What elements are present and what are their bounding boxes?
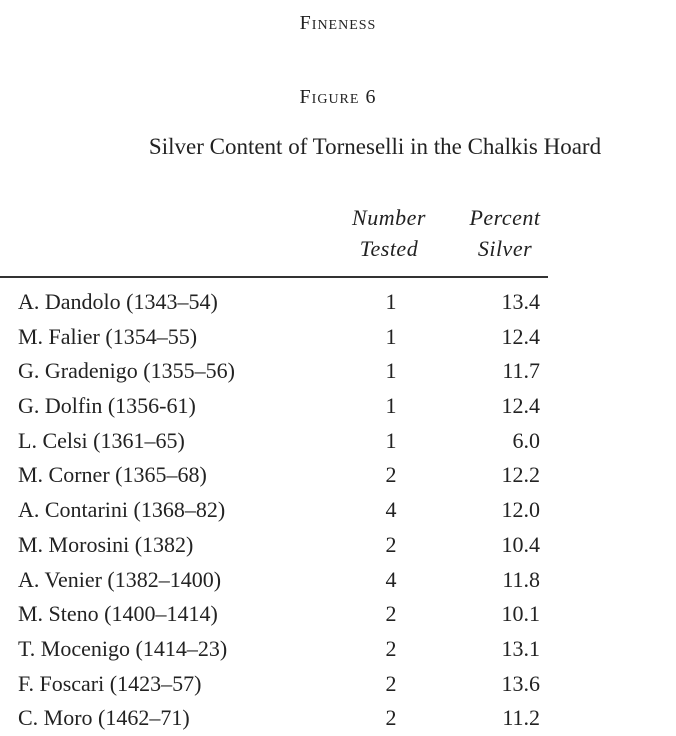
doge-name: F. Foscari (1423–57) — [18, 670, 202, 696]
doge-name: M. Corner (1365–68) — [18, 462, 207, 488]
column-header-line: Percent — [469, 205, 541, 230]
table-row — [0, 528, 600, 563]
number-tested: 1 — [385, 358, 397, 384]
percent-silver: 13.4 — [501, 289, 540, 314]
column-header-line: Tested — [359, 236, 419, 261]
number-tested: 2 — [385, 531, 397, 557]
column-header-percent-silver — [455, 202, 555, 264]
percent-silver: 11.7 — [502, 358, 540, 384]
header-rule — [0, 276, 548, 278]
doge-name: T. Mocenigo (1414–23) — [18, 635, 228, 661]
figure-caption: Silver Content of Torneselli in the Chalkis Hoard — [148, 134, 602, 159]
doge-name: M. Morosini (1382) — [18, 531, 194, 557]
table-row — [0, 320, 600, 355]
number-tested: 1 — [385, 289, 397, 314]
table-row — [0, 424, 600, 459]
percent-silver: 11.8 — [502, 566, 540, 592]
doge-name: G. Dolfin (1356-61) — [18, 393, 196, 419]
table-row — [0, 493, 600, 528]
percent-silver: 13.1 — [501, 635, 540, 661]
percent-silver: 12.4 — [501, 323, 540, 349]
doge-name: M. Steno (1400–1414) — [18, 601, 218, 627]
table-row — [0, 354, 600, 389]
table-row — [0, 632, 600, 667]
table-row — [0, 701, 600, 736]
percent-silver: 12.4 — [501, 393, 540, 419]
doge-name: A. Dandolo (1343–54) — [18, 289, 218, 314]
table-row — [0, 389, 600, 424]
number-tested: 2 — [385, 462, 397, 488]
percent-silver: 6.0 — [512, 427, 540, 453]
number-tested: 4 — [385, 566, 397, 592]
percent-silver: 13.6 — [501, 670, 540, 696]
number-tested: 4 — [385, 497, 397, 523]
running-head: Fineness — [299, 12, 377, 34]
doge-name: C. Moro (1462–71) — [18, 705, 190, 731]
doge-name: M. Falier (1354–55) — [18, 323, 198, 349]
number-tested: 2 — [385, 635, 397, 661]
number-tested: 2 — [385, 601, 397, 627]
number-tested: 2 — [385, 670, 397, 696]
column-header-line: Number — [352, 205, 426, 230]
doge-name: L. Celsi (1361–65) — [18, 427, 185, 453]
percent-silver: 12.2 — [501, 462, 540, 488]
doge-name: G. Gradenigo (1355–56) — [18, 358, 235, 384]
table-row — [0, 667, 600, 702]
table-body — [0, 285, 600, 736]
number-tested: 1 — [385, 323, 397, 349]
number-tested: 1 — [385, 393, 397, 419]
table-row — [0, 458, 600, 493]
percent-silver: 10.4 — [501, 531, 540, 557]
table-row — [0, 563, 600, 598]
column-header-number-tested — [333, 202, 445, 264]
percent-silver: 10.1 — [501, 601, 540, 627]
number-tested: 1 — [385, 427, 397, 453]
doge-name: A. Venier (1382–1400) — [18, 566, 222, 592]
percent-silver: 12.0 — [501, 497, 540, 523]
doge-name: A. Contarini (1368–82) — [18, 497, 226, 523]
percent-silver: 11.2 — [502, 705, 540, 731]
table-row — [0, 285, 600, 320]
number-tested: 2 — [385, 705, 397, 731]
figure-label: Figure 6 — [299, 86, 377, 108]
table-row — [0, 597, 600, 632]
column-header-line: Silver — [477, 236, 533, 261]
